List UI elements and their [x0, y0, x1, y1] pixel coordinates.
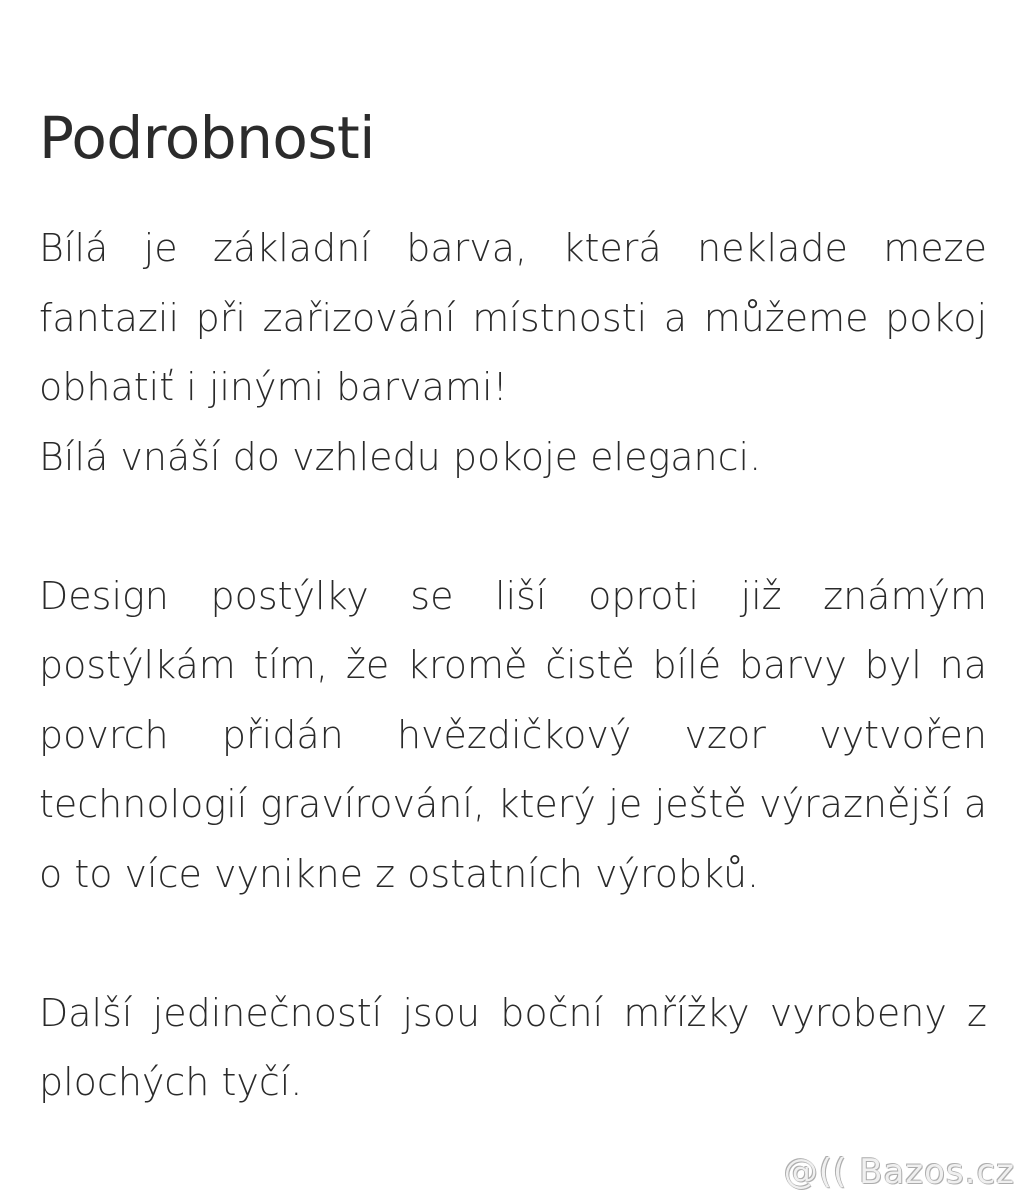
paragraph-line: Bílá je základní barva, která neklade meze fantazii při zařizování místnosti a můžeme pokoj obhatiť i jinými barvami! [39, 226, 987, 409]
paragraph-spacer [39, 492, 987, 562]
paragraph-side-bars [39, 979, 987, 1118]
paragraph-white-color [39, 214, 987, 492]
section-title: Podrobnosti [39, 104, 375, 172]
details-section [39, 90, 987, 1118]
bazos-watermark-logo: @(( Bazos.cz [783, 1152, 1015, 1192]
paragraph-line: Bílá vnáší do vzhledu pokoje eleganci. [39, 434, 762, 479]
paragraph-line: Design postýlky se liší oproti již známým postýlkám tím, že kromě čistě bílé barvy byl na povrch přidán hvězdičkový vzor vytvořen technologií gravírování, který je ještě výraznější a o to více vynikne z ostatních výrobků. [39, 573, 987, 896]
paragraph-design [39, 562, 987, 910]
paragraph-line: Další jedinečností jsou boční mřížky vyrobeny z plochých tyčí. [39, 990, 987, 1104]
paragraph-spacer [39, 909, 987, 979]
